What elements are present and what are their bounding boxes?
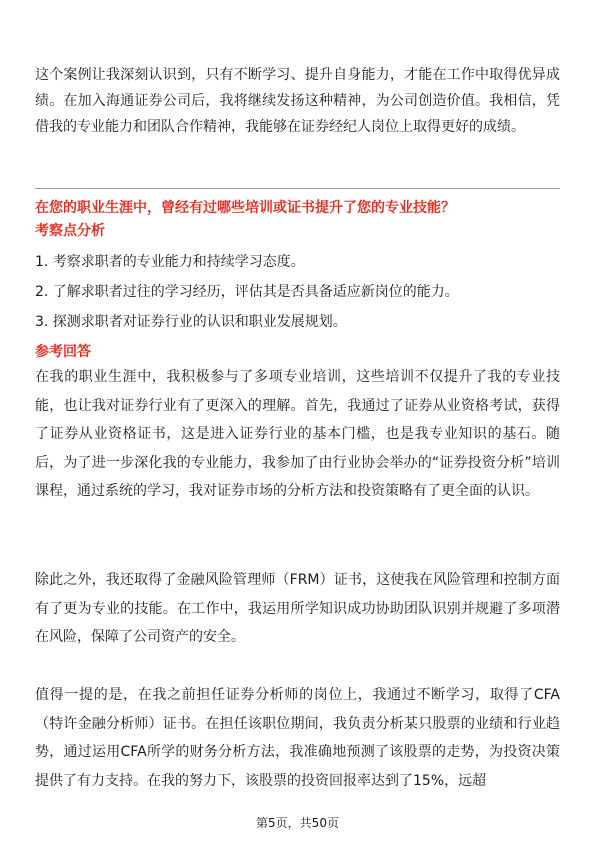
analysis-item: 2. 了解求职者过往的学习经历，评估其是否具备适应新岗位的能力。 bbox=[35, 284, 459, 300]
intro-paragraph: 这个案例让我深刻认识到，只有不断学习、提升自身能力，才能在工作中取得优异成绩。在加入海通证券公司后，我将继续发扬这种精神，为公司创造价值。我相信，凭借我的专业能力和团队合作精神，我能够在证券经纪人岗位上取得更好的成绩。 bbox=[35, 67, 560, 135]
answer-paragraph: 值得一提的是，在我之前担任证券分析师的岗位上，我通过不断学习，取得了CFA（特许金融分析师）证书。在担任该职位期间，我负责分析某只股票的业绩和行业趋势，通过运用CFA所学的财务分析方法，我准确地预测了该股票的走势，为投资决策提供了有力支持。在我的努力下，该股票的投资回报率达到了15%，远超 bbox=[35, 687, 560, 789]
analysis-item: 3. 探测求职者对证券行业的认识和职业发展规划。 bbox=[35, 314, 347, 330]
analysis-heading: 考察点分析 bbox=[35, 223, 105, 239]
interview-question: 在您的职业生涯中，曾经有过哪些培训或证书提升了您的专业技能？ bbox=[35, 200, 455, 216]
answer-paragraph: 在我的职业生涯中，我积极参与了多项专业培训，这些培训不仅提升了我的专业技能，也让我对证券行业有了更深入的理解。首先，我通过了证券从业资格考试，获得了证券从业资格证书，这是进入证券行业的基本门槛，也是我专业知识的基石。随后，为了进一步深化我的专业能力，我参加了由行业协会举办的“证券投资分析”培训课程，通过系统的学习，我对证券市场的分析方法和投资策略有了更全面的认识。 bbox=[35, 369, 560, 499]
analysis-list bbox=[35, 247, 459, 337]
analysis-item: 1. 考察求职者的专业能力和持续学习态度。 bbox=[35, 254, 305, 270]
answer-heading: 参考回答 bbox=[35, 344, 91, 360]
section-divider bbox=[35, 188, 560, 189]
answer-paragraph: 除此之外，我还取得了金融风险管理师（FRM）证书，这使我在风险管理和控制方面有了更为专业的技能。在工作中，我运用所学知识成功协助团队识别并规避了多项潜在风险，保障了公司资产的安全。 bbox=[35, 572, 560, 645]
page-number: 第5页，共50页 bbox=[256, 816, 339, 830]
